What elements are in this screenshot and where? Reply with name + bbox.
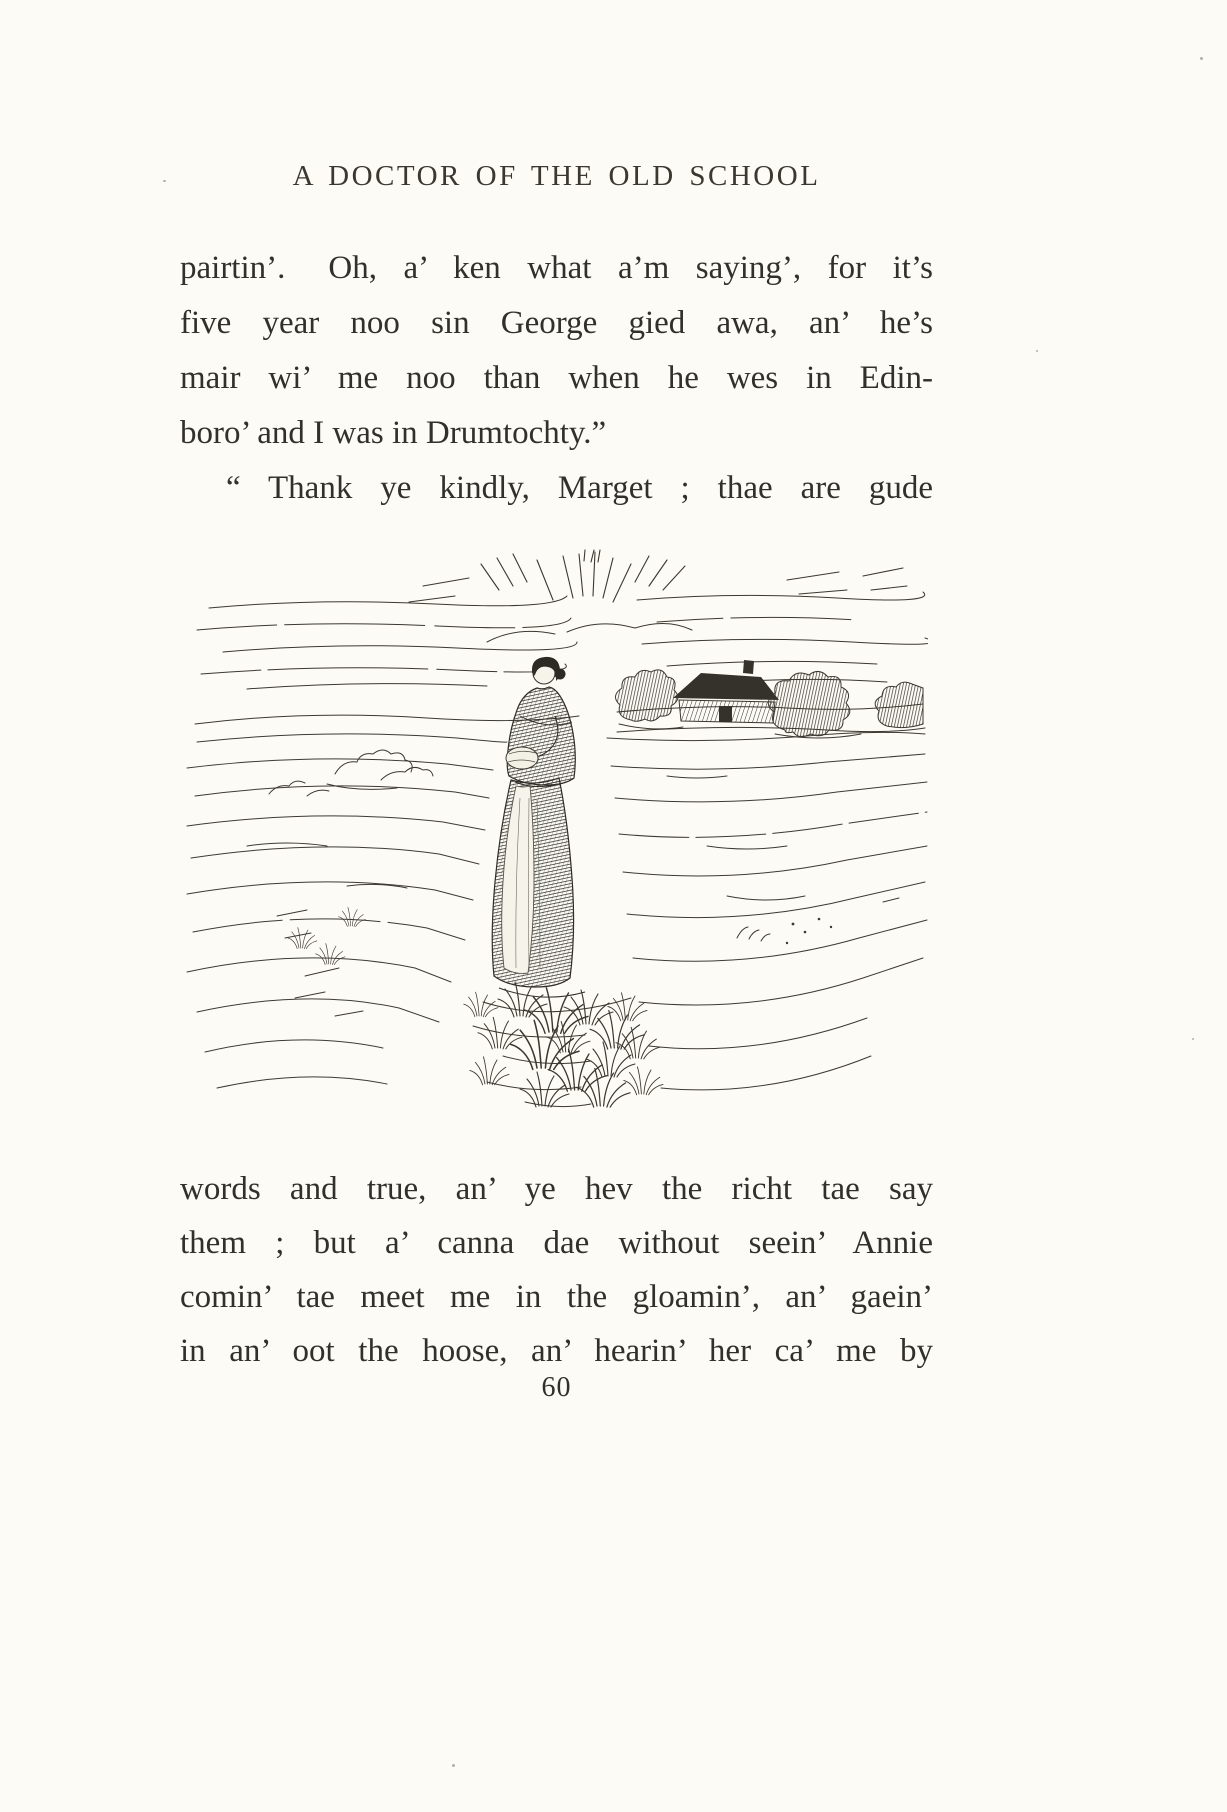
text-line: words and true, an’ ye hev the richt tae say [180,1171,933,1207]
page-number: 60 [541,1372,572,1403]
text-line: them ; but a’ canna dae without seein’ Annie [180,1225,933,1261]
text-line: comin’ tae meet me in the gloamin’, an’ gaein’ [180,1279,933,1315]
text-line: in an’ oot the hoose, an’ hearin’ her ca’ me by [180,1333,933,1369]
text-line: mair wi’ me noo than when he wes in Edin- [180,360,933,396]
scan-speck [1036,350,1038,352]
scan-speck [1200,57,1203,60]
illustration-woman-in-meadow [186,546,928,1116]
text-line: five year noo sin George gied awa, an’ he’s [180,305,933,341]
scan-speck [1192,1038,1194,1040]
paragraph-block-lower [180,1162,933,1378]
text-line: “ Thank ye kindly, Marget ; thae are gude [226,470,933,506]
text-line: boro’ and I was in Drumtochty.” [180,415,607,451]
running-head: A DOCTOR OF THE OLD SCHOOL [292,160,821,192]
scan-speck [163,180,166,182]
text-line: pairtin’. Oh, a’ ken what a’m saying’, for it’s [180,250,933,286]
paragraph-block-upper [180,241,933,516]
scan-speck [452,1764,455,1767]
